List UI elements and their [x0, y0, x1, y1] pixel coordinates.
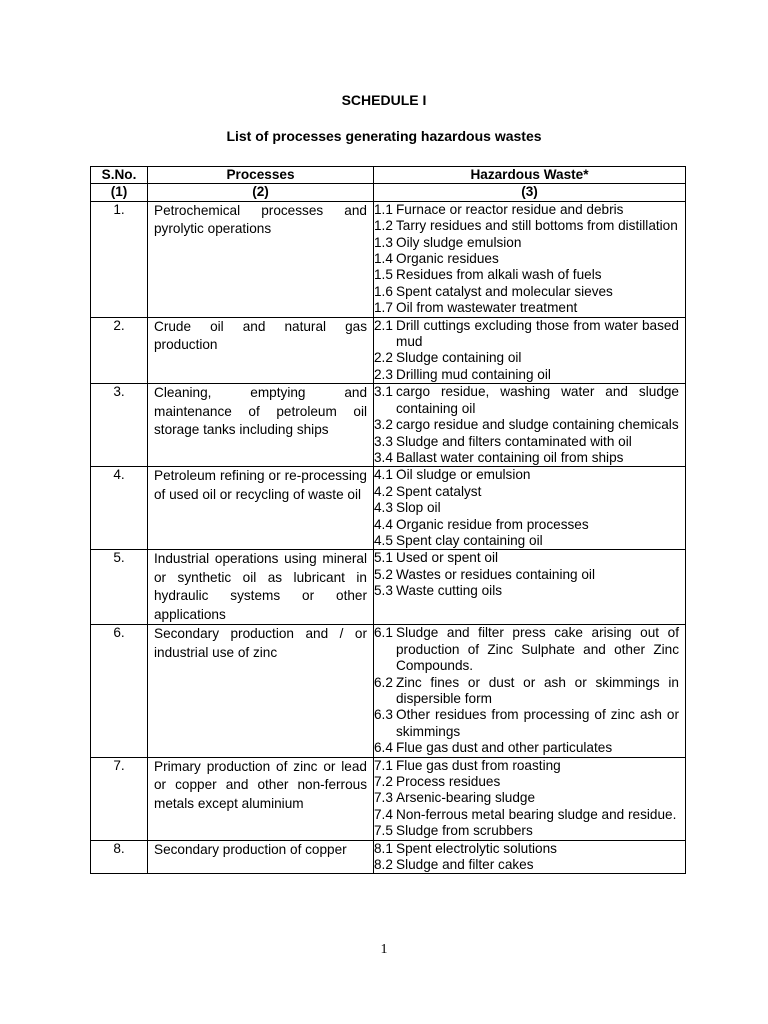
waste-item-text: Wastes or residues containing oil — [396, 566, 595, 582]
waste-item-text: cargo residue, washing water and sludge containing oil — [396, 384, 679, 416]
waste-item-text: Process residues — [396, 774, 501, 789]
waste-item-number: 8.1 — [374, 840, 393, 856]
waste-item-text: Oily sludge emulsion — [396, 234, 522, 250]
waste-item — [374, 300, 679, 316]
waste-item — [374, 823, 679, 839]
waste-item-number: 1.5 — [374, 267, 393, 283]
waste-item-text: Zinc fines or dust or ash or skimmings in dispersible form — [396, 674, 679, 706]
header-row — [91, 167, 686, 184]
waste-item-number: 6.1 — [374, 625, 393, 641]
waste-item-number: 2.1 — [374, 317, 393, 333]
waste-item-text: Slop oil — [396, 500, 441, 516]
serial-number-cell: 5. — [91, 550, 148, 625]
waste-item-text: Oil sludge or emulsion — [396, 467, 531, 483]
waste-item — [374, 807, 679, 823]
waste-item — [374, 251, 679, 267]
waste-item-number: 2.2 — [374, 350, 393, 366]
process-cell: Primary production of zinc or lead or copper and other non-ferrous metals except aluminium — [148, 757, 374, 840]
document-subtitle: List of processes generating hazardous wastes — [226, 128, 542, 144]
waste-item-text: Arsenic-bearing sludge — [396, 790, 536, 806]
waste-item-text: Furnace or reactor residue and debris — [396, 201, 624, 217]
waste-item-number: 4.2 — [374, 483, 393, 499]
waste-item — [374, 484, 679, 500]
waste-item-text: Spent electrolytic solutions — [396, 840, 557, 856]
waste-item-number: 1.7 — [374, 300, 393, 316]
waste-item-number: 1.3 — [374, 234, 393, 250]
waste-item — [374, 841, 679, 857]
table-row — [91, 550, 686, 625]
table-header — [91, 167, 686, 202]
serial-number-cell: 2. — [91, 317, 148, 384]
waste-item-number: 4.3 — [374, 500, 393, 516]
waste-item — [374, 740, 679, 756]
waste-item — [374, 434, 679, 450]
waste-item-number: 7.1 — [374, 757, 393, 773]
waste-item-text: Organic residue from processes — [396, 516, 589, 532]
waste-item-text: Waste cutting oils — [396, 583, 503, 599]
waste-item-number: 3.1 — [374, 384, 393, 400]
waste-item-number: 3.2 — [374, 417, 393, 433]
waste-item — [374, 350, 679, 366]
waste-item-number: 7.5 — [374, 823, 393, 839]
waste-item — [374, 318, 679, 351]
waste-item-number: 3.3 — [374, 433, 393, 449]
waste-item-number: 7.3 — [374, 790, 393, 806]
table-row — [91, 757, 686, 840]
waste-item-number: 6.4 — [374, 740, 393, 756]
hazardous-waste-cell — [374, 467, 686, 550]
subheader-row — [91, 184, 686, 201]
process-cell: Petrochemical processes and pyrolytic operations — [148, 201, 374, 317]
waste-item-text: Drilling mud containing oil — [396, 366, 551, 382]
waste-item-number: 2.3 — [374, 366, 393, 382]
waste-item — [374, 367, 679, 383]
waste-item-number: 6.3 — [374, 707, 393, 723]
waste-item — [374, 707, 679, 740]
waste-item-text: Residues from alkali wash of fuels — [396, 267, 602, 283]
process-cell: Petroleum refining or re-processing of used oil or recycling of waste oil — [148, 467, 374, 550]
waste-item-number: 5.3 — [374, 583, 393, 599]
header-processes: Processes — [148, 167, 374, 184]
waste-item-text: Spent clay containing oil — [396, 532, 543, 548]
document-title: SCHEDULE I — [341, 92, 427, 108]
waste-item-number: 4.5 — [374, 532, 393, 548]
waste-item-number: 4.1 — [374, 467, 393, 483]
hazardous-waste-cell — [374, 550, 686, 625]
hazardous-waste-table — [90, 166, 686, 874]
waste-item-number: 1.4 — [374, 251, 393, 267]
waste-item — [374, 284, 679, 300]
waste-item-text: Sludge from scrubbers — [396, 823, 533, 839]
serial-number-cell: 8. — [91, 840, 148, 874]
table-row — [91, 625, 686, 757]
waste-item-text: Sludge containing oil — [396, 350, 522, 366]
waste-item-text: Tarry residues and still bottoms from distillation — [396, 218, 678, 234]
waste-item — [374, 235, 679, 251]
waste-item-text: Flue gas dust and other particulates — [396, 740, 613, 756]
waste-item-number: 7.4 — [374, 806, 393, 822]
waste-item-text: Flue gas dust from roasting — [396, 757, 561, 773]
waste-item-text: Sludge and filter cakes — [396, 857, 534, 873]
waste-item — [374, 500, 679, 516]
waste-item — [374, 517, 679, 533]
serial-number-cell: 1. — [91, 201, 148, 317]
waste-item — [374, 384, 679, 417]
hazardous-waste-cell — [374, 201, 686, 317]
hazardous-waste-cell — [374, 625, 686, 757]
waste-item-text: Used or spent oil — [396, 550, 499, 566]
waste-item — [374, 774, 679, 790]
page-number: 1 — [380, 942, 388, 957]
waste-item-number: 1.6 — [374, 283, 393, 299]
waste-item-number: 8.2 — [374, 857, 393, 873]
waste-item-text: Oil from wastewater treatment — [396, 300, 578, 316]
waste-item — [374, 218, 679, 234]
table-body — [91, 201, 686, 874]
waste-item — [374, 758, 679, 774]
waste-item — [374, 857, 679, 873]
process-cell: Secondary production of copper — [148, 840, 374, 874]
table-row — [91, 840, 686, 874]
waste-item-number: 7.2 — [374, 774, 393, 789]
hazardous-waste-cell — [374, 840, 686, 874]
table-row — [91, 201, 686, 317]
waste-item-text: Sludge and filter press cake arising out of production of Zinc Sulphate and other Zinc Compounds. — [396, 625, 679, 674]
subheader-col-1: (1) — [91, 184, 148, 201]
waste-item-text: Organic residues — [396, 251, 499, 267]
waste-item — [374, 567, 679, 583]
waste-item — [374, 675, 679, 708]
waste-item-text: Ballast water containing oil from ships — [396, 449, 624, 465]
waste-item-number: 1.1 — [374, 201, 393, 217]
hazardous-waste-cell — [374, 757, 686, 840]
process-cell: Crude oil and natural gas production — [148, 317, 374, 384]
waste-item — [374, 533, 679, 549]
waste-item-text: Drill cuttings excluding those from water based mud — [396, 317, 679, 350]
table-row — [91, 384, 686, 467]
hazardous-waste-cell — [374, 317, 686, 384]
waste-item-text: cargo residue and sludge containing chemicals — [396, 417, 679, 433]
waste-item — [374, 467, 679, 483]
waste-item — [374, 450, 679, 466]
waste-item-number: 1.2 — [374, 218, 393, 234]
table-row — [91, 467, 686, 550]
waste-item — [374, 417, 679, 433]
process-cell: Secondary production and / or industrial use of zinc — [148, 625, 374, 757]
waste-item — [374, 583, 679, 599]
subheader-col-2: (2) — [148, 184, 374, 201]
waste-item-number: 5.2 — [374, 566, 393, 582]
waste-item-number: 5.1 — [374, 550, 393, 566]
header-sno: S.No. — [91, 167, 148, 184]
waste-item — [374, 202, 679, 218]
waste-item-number: 3.4 — [374, 449, 393, 465]
process-cell: Cleaning, emptying and maintenance of petroleum oil storage tanks including ships — [148, 384, 374, 467]
serial-number-cell: 6. — [91, 625, 148, 757]
table-row — [91, 317, 686, 384]
header-hazardous-waste: Hazardous Waste* — [374, 167, 686, 184]
waste-item-text: Spent catalyst — [396, 483, 482, 499]
waste-item — [374, 790, 679, 806]
serial-number-cell: 7. — [91, 757, 148, 840]
subheader-col-3: (3) — [374, 184, 686, 201]
serial-number-cell: 3. — [91, 384, 148, 467]
waste-item — [374, 267, 679, 283]
waste-item-number: 4.4 — [374, 516, 393, 532]
waste-item — [374, 550, 679, 566]
waste-item-text: Sludge and filters contaminated with oil — [396, 433, 632, 449]
waste-item-text: Non-ferrous metal bearing sludge and residue. — [396, 806, 677, 822]
serial-number-cell: 4. — [91, 467, 148, 550]
process-cell: Industrial operations using mineral or synthetic oil as lubricant in hydraulic systems or other applications — [148, 550, 374, 625]
waste-item-text: Spent catalyst and molecular sieves — [396, 283, 613, 299]
waste-item — [374, 625, 679, 674]
waste-item-number: 6.2 — [374, 674, 393, 690]
hazardous-waste-cell — [374, 384, 686, 467]
waste-item-text: Other residues from processing of zinc ash or skimmings — [396, 707, 679, 739]
